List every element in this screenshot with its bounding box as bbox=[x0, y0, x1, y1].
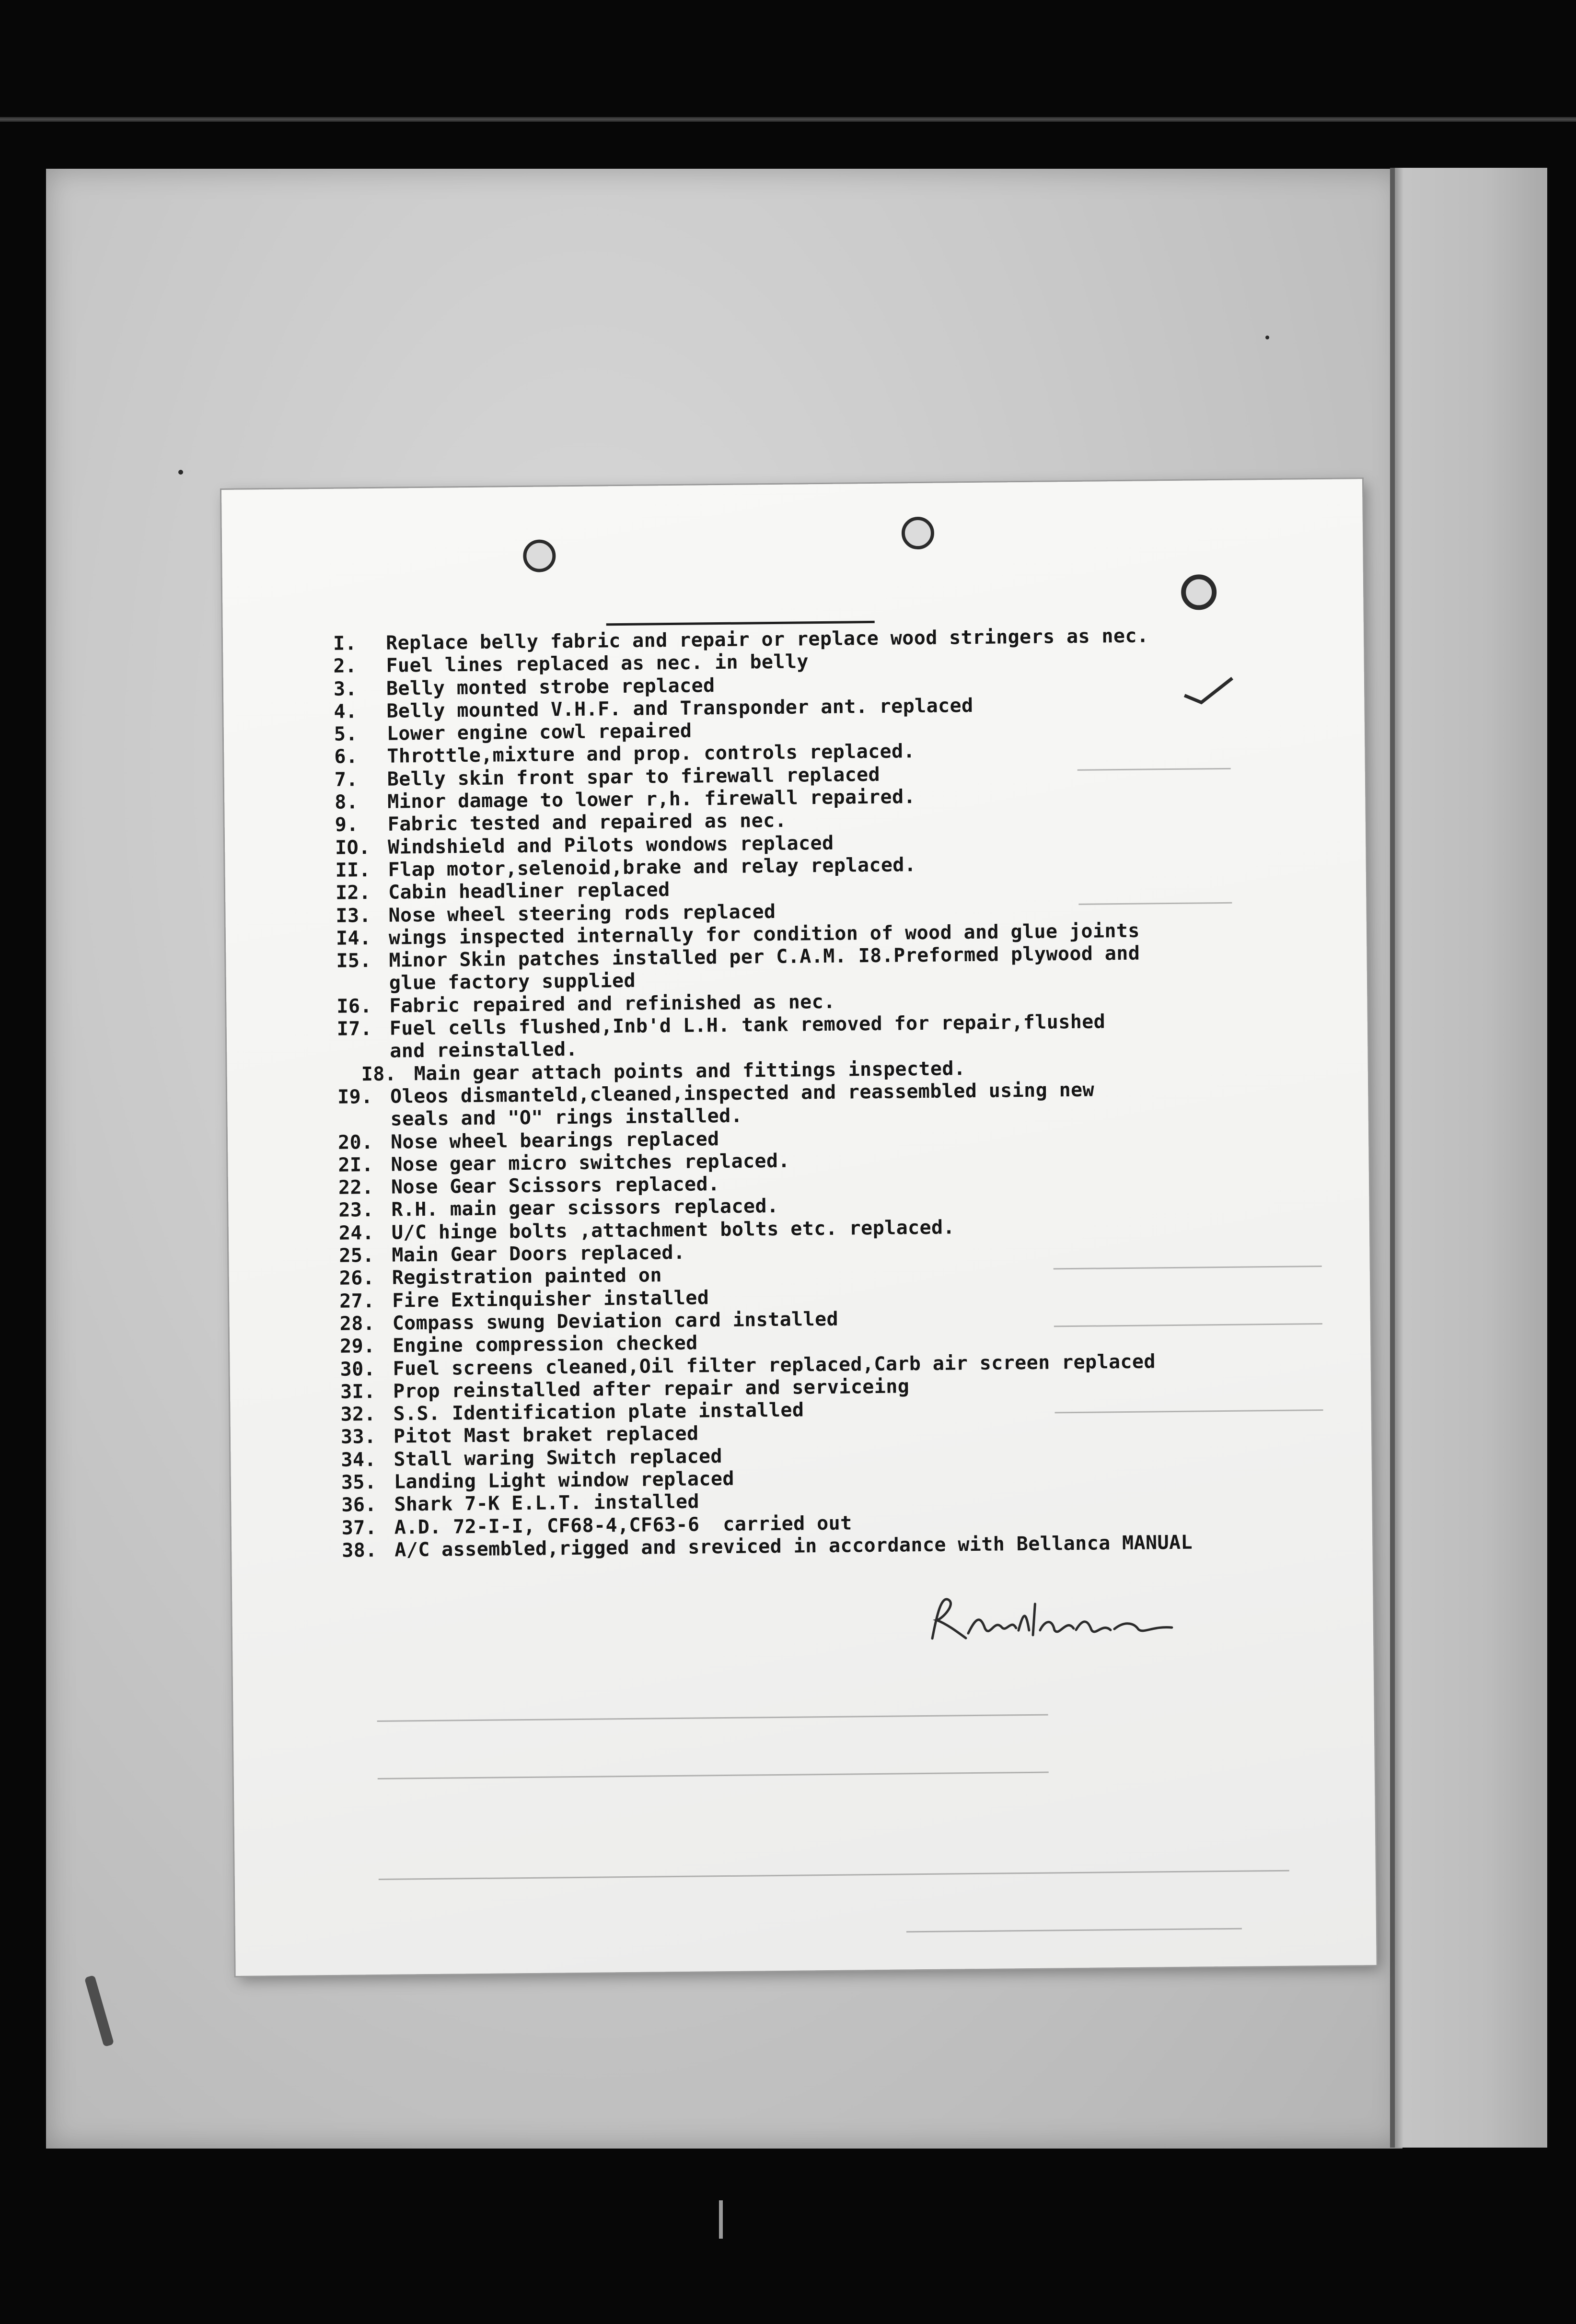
item-text: Fuel cells flushed,Inb'd L.H. tank removed for repair,flushed and reinstalled. bbox=[389, 1011, 1106, 1063]
item-number: 6. bbox=[334, 745, 358, 768]
item-text: Belly skin front spar to firewall replaced bbox=[387, 763, 881, 790]
item-text: Fuel lines replaced as nec. in belly bbox=[386, 651, 809, 677]
item-text: A.D. 72-I-I, CF68-4,CF63-6 carried out bbox=[394, 1512, 852, 1539]
item-number: 25. bbox=[339, 1244, 375, 1267]
item-text: Lower engine cowl repaired bbox=[386, 720, 692, 745]
item-text: Nose wheel bearings replaced bbox=[390, 1127, 719, 1153]
dust-speck bbox=[178, 470, 183, 475]
item-number: 7. bbox=[334, 768, 359, 791]
item-number: 8. bbox=[335, 791, 359, 813]
item-number: I4. bbox=[336, 927, 371, 950]
item-number: 36. bbox=[341, 1494, 377, 1516]
item-number: I2. bbox=[335, 882, 371, 905]
item-text: Nose gear micro switches replaced. bbox=[391, 1150, 790, 1176]
item-text: Belly mounted V.H.F. and Transponder ant. replaced bbox=[386, 694, 973, 722]
bleed-through-rule bbox=[379, 1870, 1289, 1880]
punch-hole bbox=[523, 539, 556, 572]
item-number: 27. bbox=[339, 1290, 375, 1313]
punch-hole bbox=[902, 517, 935, 550]
item-number: 3I. bbox=[340, 1380, 376, 1403]
punch-hole bbox=[1181, 574, 1217, 610]
item-number: I6. bbox=[336, 995, 372, 1018]
item-number: 22. bbox=[338, 1176, 374, 1199]
item-number: 2I. bbox=[338, 1153, 374, 1176]
item-number: 23. bbox=[338, 1199, 374, 1222]
item-number: 3. bbox=[333, 677, 358, 700]
item-text: Pitot Mast braket replaced bbox=[393, 1422, 699, 1448]
item-number: I9. bbox=[337, 1085, 373, 1108]
item-text: Cabin headliner replaced bbox=[388, 879, 670, 904]
item-number: 20. bbox=[337, 1131, 373, 1154]
item-number: I5. bbox=[336, 950, 372, 972]
item-number: I8. bbox=[361, 1063, 397, 1085]
item-text: Shark 7-K E.L.T. installed bbox=[394, 1490, 700, 1516]
item-text: Engine compression checked bbox=[392, 1332, 698, 1357]
item-text: Fire Extinquisher installed bbox=[392, 1286, 709, 1312]
item-text: Oleos dismanteld,cleaned,inspected and reassembled using new seals and "O" rings installed. bbox=[390, 1079, 1095, 1130]
item-text: Landing Light window replaced bbox=[394, 1467, 735, 1493]
item-number: 33. bbox=[340, 1426, 376, 1449]
item-number: 26. bbox=[339, 1267, 375, 1290]
item-number: 5. bbox=[334, 723, 358, 745]
item-number: II. bbox=[335, 859, 371, 882]
item-number: 37. bbox=[341, 1516, 377, 1539]
item-number: 9. bbox=[335, 813, 359, 837]
item-number: 4. bbox=[334, 700, 358, 723]
item-text: Fabric tested and repaired as nec. bbox=[387, 810, 787, 836]
item-number: 30. bbox=[340, 1358, 376, 1381]
item-text: Compass swung Deviation card installed bbox=[392, 1308, 839, 1335]
item-number: IO. bbox=[335, 836, 371, 859]
item-text: Nose Gear Scissors replaced. bbox=[391, 1173, 720, 1198]
item-text: Minor damage to lower r,h. firewall repaired. bbox=[387, 786, 916, 813]
work-item-list bbox=[333, 623, 1339, 1562]
item-text: S.S. Identification plate installed bbox=[393, 1399, 804, 1425]
item-number: 35. bbox=[341, 1471, 377, 1494]
item-text: Main Gear Doors replaced. bbox=[392, 1241, 685, 1267]
item-text: Fuel screens cleaned,Oil filter replaced,Carb air screen replaced bbox=[393, 1350, 1156, 1380]
item-text: A/C assembled,rigged and sreviced in accordance with Bellanca MANUAL bbox=[394, 1531, 1193, 1561]
film-tick-mark bbox=[719, 2200, 723, 2239]
bleed-through-rule bbox=[378, 1772, 1049, 1779]
maintenance-work-list-page bbox=[221, 479, 1377, 1976]
item-text: Registration painted on bbox=[392, 1264, 662, 1289]
item-text: Windshield and Pilots wondows replaced bbox=[387, 832, 834, 859]
item-number: I. bbox=[333, 632, 357, 655]
item-text: Flap motor,selenoid,brake and relay replaced. bbox=[388, 854, 916, 881]
item-number: I7. bbox=[336, 1018, 372, 1040]
item-text: Fabric repaired and refinished as nec. bbox=[389, 990, 835, 1017]
item-number: 29. bbox=[339, 1335, 375, 1358]
typed-top-rule bbox=[606, 621, 875, 626]
handwritten-signature bbox=[922, 1583, 1191, 1648]
item-number: 2. bbox=[333, 655, 357, 678]
bleed-through-rule bbox=[377, 1714, 1048, 1722]
item-number: 24. bbox=[338, 1221, 374, 1244]
item-text: Prop reinstalled after repair and serviceing bbox=[393, 1375, 910, 1403]
bleed-through-rule bbox=[906, 1928, 1242, 1933]
film-border-rule bbox=[0, 117, 1576, 122]
item-number: 38. bbox=[342, 1539, 377, 1562]
item-text: wings inspected internally for condition of wood and glue joints bbox=[388, 919, 1140, 949]
item-text: R.H. main gear scissors replaced. bbox=[391, 1195, 779, 1221]
dust-speck bbox=[1265, 336, 1269, 339]
item-number: 32. bbox=[340, 1403, 376, 1426]
item-text: Minor Skin patches installed per C.A.M. I8.Preformed plywood and glue factory supplied bbox=[389, 942, 1140, 995]
item-text: Belly monted strobe replaced bbox=[386, 674, 715, 700]
item-text: Main gear attach points and fittings inspected. bbox=[414, 1057, 966, 1085]
item-text: U/C hinge bolts ,attachment bolts etc. replaced. bbox=[391, 1216, 955, 1244]
item-number: 28. bbox=[339, 1312, 375, 1335]
card-strip bbox=[1395, 168, 1547, 2148]
item-text: Replace belly fabric and repair or replace wood stringers as nec. bbox=[385, 625, 1149, 654]
item-number: 34. bbox=[341, 1448, 377, 1471]
item-text: Nose wheel steering rods replaced bbox=[388, 900, 776, 927]
item-number: I3. bbox=[336, 904, 371, 927]
item-text: Stall waring Switch replaced bbox=[394, 1445, 723, 1471]
item-text: Throttle,mixture and prop. controls replaced. bbox=[387, 740, 915, 768]
